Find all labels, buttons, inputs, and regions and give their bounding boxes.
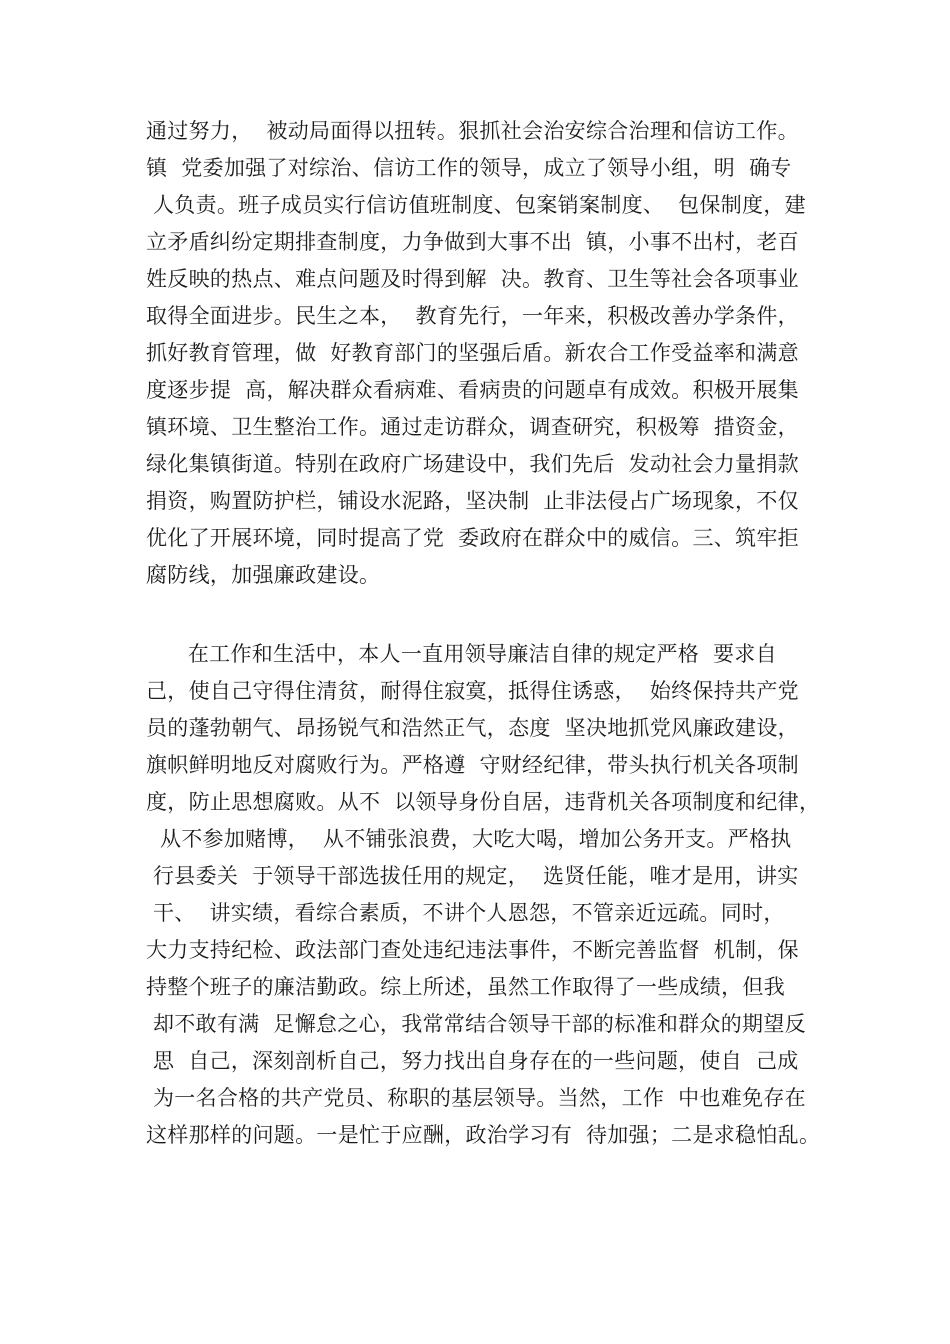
text-line: 腐防线，加强廉政建设。 (146, 563, 381, 587)
text-line: 为一名合格的共产党员、称职的基层领导。当然，工作 中也难免存在 (146, 1086, 806, 1110)
text-line: 旗帜鲜明地反对腐败行为。严格遵 守财经纪律，带头执行机关各项制 (146, 753, 799, 777)
text-line: 镇 党委加强了对综治、信访工作的领导，成立了领导小组，明 确专 (146, 156, 792, 180)
text-line: 捐资，购置防护栏，铺设水泥路，坚决制 止非法侵占广场现象，不仅 (146, 489, 799, 513)
text-line: 姓反映的热点、难点问题及时得到解 决。教育、卫生等社会各项事业 (146, 267, 799, 291)
text-line: 持整个班子的廉洁勤政。综上所述，虽然工作取得了一些成绩，但我 (146, 975, 785, 999)
text-line: 员的蓬勃朝气、昂扬锐气和浩然正气，态度 坚决地抓党风廉政建设， (146, 716, 799, 740)
text-line: 干、 讲实绩，看综合素质，不讲个人恩怨，不管亲近远疏。同时， (146, 901, 785, 925)
text-line: 这样那样的问题。一是忙于应酬，政治学习有 待加强；二是求稳怕乱。 (146, 1123, 821, 1147)
text-line: 抓好教育管理，做 好教育部门的坚强后盾。新农合工作受益率和满意 (146, 341, 799, 365)
paragraph (146, 113, 826, 594)
text-line: 通过努力， 被动局面得以扭转。狠抓社会治安综合治理和信访工作。 (146, 119, 799, 143)
text-line: 从不参加赌博， 从不铺张浪费，大吃大喝，增加公务开支。严格执 (146, 827, 792, 851)
text-line: 取得全面进步。民生之本， 教育先行，一年来，积极改善办学条件， (146, 304, 799, 328)
text-line: 行县委关 于领导干部选拔任用的规定， 选贤任能，唯才是用，讲实 (146, 864, 799, 888)
text-line: 人负责。班子成员实行信访值班制度、包案销案制度、 包保制度，建 (146, 193, 806, 217)
text-line: 立矛盾纠纷定期排查制度，力争做到大事不出 镇，小事不出村，老百 (146, 230, 799, 254)
paragraph (146, 636, 826, 1154)
text-line: 大力支持纪检、政法部门查处违纪违法事件，不断完善监督 机制，保 (146, 938, 799, 962)
text-line: 度逐步提 高，解决群众看病难、看病贵的问题卓有成效。积极开展集 (146, 378, 799, 402)
text-line: 思 自己，深刻剖析自己，努力找出自身存在的一些问题，使自 己成 (146, 1049, 799, 1073)
text-line: 绿化集镇街道。特别在政府广场建设中，我们先后 发动社会力量捐款 (146, 452, 799, 476)
text-line: 在工作和生活中，本人一直用领导廉洁自律的规定严格 要求自 (146, 642, 777, 666)
text-line: 度，防止思想腐败。从不 以领导身份自居，违背机关各项制度和纪律， (146, 790, 821, 814)
text-line: 己，使自己守得住清贫，耐得住寂寞，抵得住诱惑， 始终保持共产党 (146, 679, 799, 703)
text-line: 镇环境、卫生整治工作。通过走访群众，调查研究，积极筹 措资金， (146, 415, 799, 439)
text-line: 优化了开展环境，同时提高了党 委政府在群众中的威信。三、筑牢拒 (146, 526, 799, 550)
text-line: 却不敢有满 足懈怠之心，我常常结合领导干部的标准和群众的期望反 (146, 1012, 806, 1036)
